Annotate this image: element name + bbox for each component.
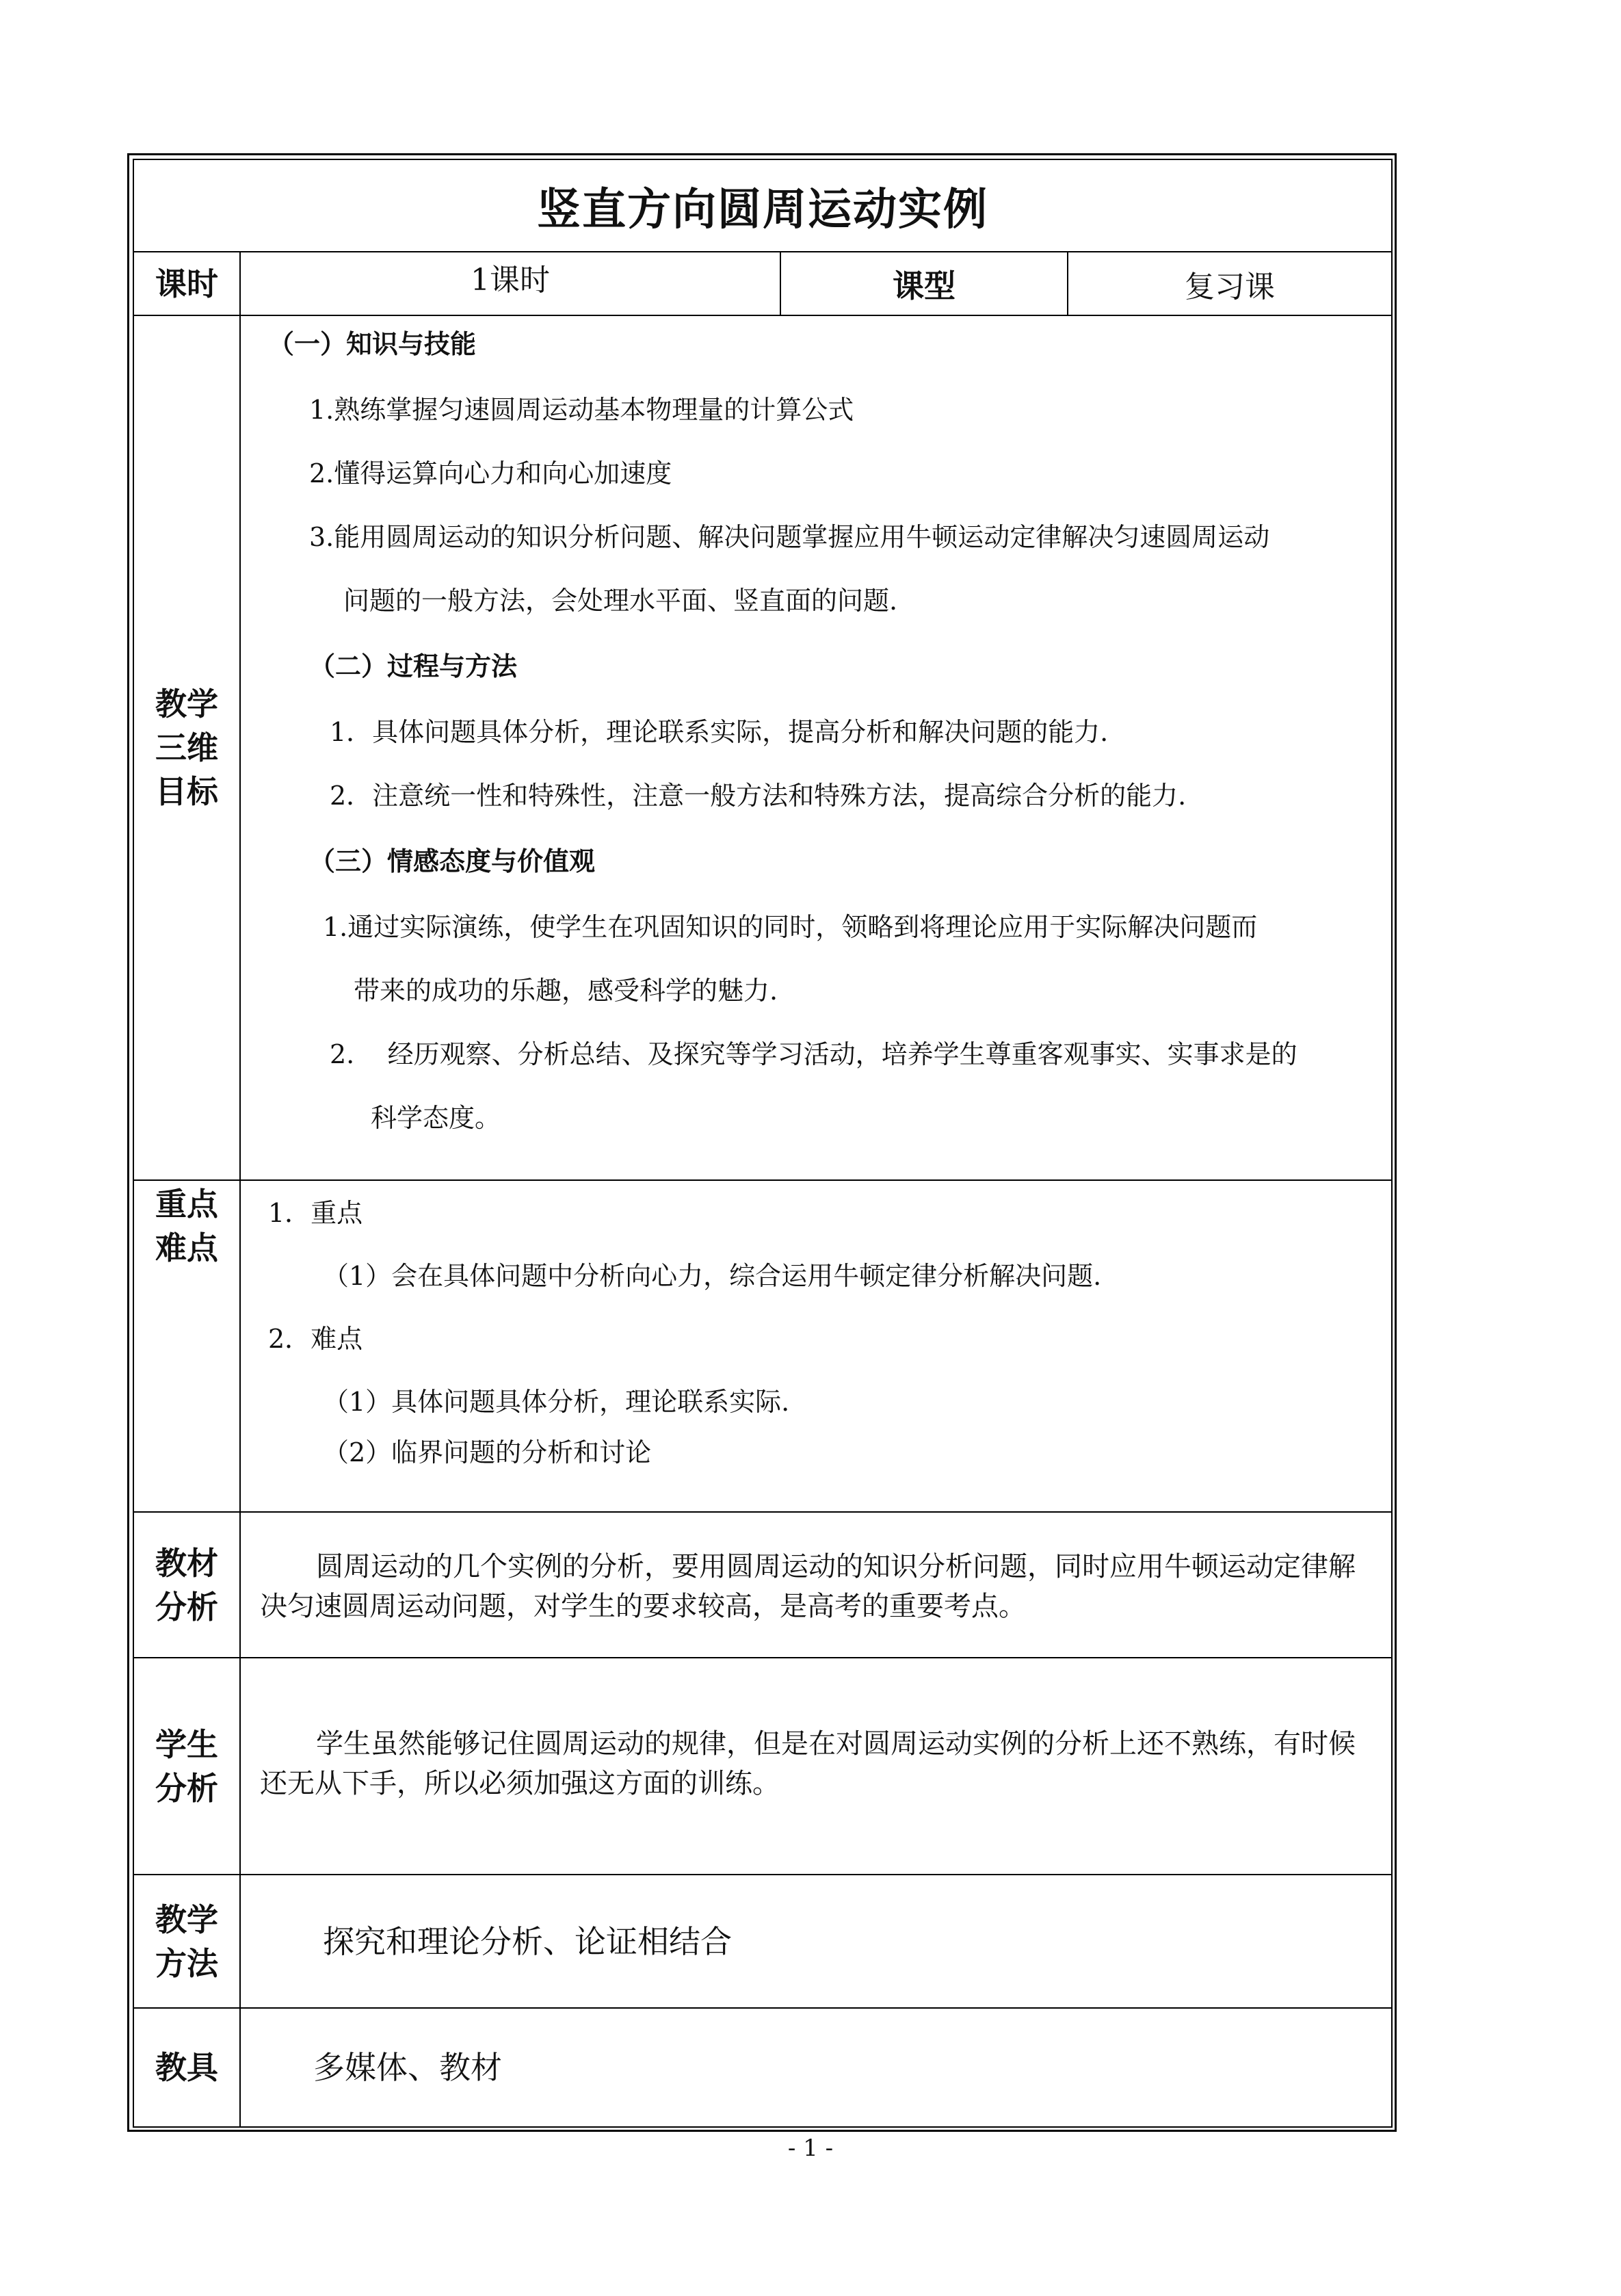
objectives-label xyxy=(133,315,240,1180)
objective-item: 科学态度。 xyxy=(371,1103,501,1133)
material-label xyxy=(133,1512,240,1658)
objective-item: 1.通过实际演练，使学生在巩固知识的同时，领略到将理论应用于实际解决问题而 xyxy=(323,912,1258,942)
student-label-line-2: 分析 xyxy=(155,1769,218,1807)
objective-item: 问题的一般方法，会处理水平面、竖直面的问题. xyxy=(343,586,898,616)
tools-text: 多媒体、教材 xyxy=(240,2008,1392,2127)
objective-item: 3.能用圆周运动的知识分析问题、解决问题掌握应用牛顿运动定律解决匀速圆周运动 xyxy=(309,522,1270,552)
student-row xyxy=(133,1658,1392,1875)
method-label-line-1: 教学 xyxy=(155,1901,218,1938)
objective-item: 带来的成功的乐趣，感受科学的魅力. xyxy=(354,976,778,1006)
keypoints-row xyxy=(133,1180,1392,1512)
lesson-plan-table xyxy=(133,159,1393,2128)
objective-item: 1.熟练掌握匀速圆周运动基本物理量的计算公式 xyxy=(309,395,854,425)
objective-item: 2. 经历观察、分析总结、及探究等学习活动，培养学生尊重客观事实、实事求是的 xyxy=(330,1039,1297,1069)
objectives-content xyxy=(240,315,1392,1180)
material-label-line-2: 分析 xyxy=(155,1588,218,1626)
material-text: 圆周运动的几个实例的分析，要用圆周运动的知识分析问题，同时应用牛顿运动定律解决匀速圆周运动问题，对学生的要求较高，是高考的重要考点。 xyxy=(240,1512,1392,1658)
type-value: 复习课 xyxy=(1068,252,1392,315)
objectives-row xyxy=(133,315,1392,1180)
objectives-heading-process: （二）过程与方法 xyxy=(309,651,518,681)
title-row xyxy=(133,159,1392,252)
objectives-label-line-2: 三维 xyxy=(155,729,218,766)
tools-row xyxy=(133,2008,1392,2127)
keypoints-label-line-1: 重点 xyxy=(155,1186,218,1223)
student-text: 学生虽然能够记住圆周运动的规律，但是在对圆周运动实例的分析上还不熟练，有时候还无从下手，所以必须加强这方面的训练。 xyxy=(240,1658,1392,1875)
keypoint-line: （1）会在具体问题中分析向心力，综合运用牛顿定律分析解决问题. xyxy=(323,1261,1102,1291)
keypoints-content xyxy=(240,1180,1392,1512)
keypoints-label xyxy=(133,1180,240,1512)
method-label-line-2: 方法 xyxy=(155,1944,218,1982)
page-number: - 1 - xyxy=(787,2135,834,2162)
keypoint-line: 1．重点 xyxy=(268,1198,363,1228)
period-label: 课时 xyxy=(133,252,240,315)
student-label xyxy=(133,1658,240,1875)
keypoints-label-line-2: 难点 xyxy=(155,1229,218,1266)
material-label-line-1: 教材 xyxy=(155,1544,218,1582)
type-label: 课型 xyxy=(780,252,1068,315)
method-row xyxy=(133,1875,1392,2008)
objectives-heading-values: （三）情感态度与价值观 xyxy=(309,846,596,876)
objectives-label-line-3: 目标 xyxy=(155,773,218,810)
tools-label: 教具 xyxy=(133,2008,240,2127)
objectives-label-line-1: 教学 xyxy=(155,686,218,722)
page-title: 竖直方向圆周运动实例 xyxy=(133,159,1392,252)
objective-item: 2．注意统一性和特殊性，注意一般方法和特殊方法，提高综合分析的能力. xyxy=(330,781,1187,811)
method-text: 探究和理论分析、论证相结合 xyxy=(240,1875,1392,2008)
student-label-line-1: 学生 xyxy=(155,1725,218,1763)
keypoint-line: （1）具体问题具体分析，理论联系实际. xyxy=(323,1387,790,1417)
meta-row xyxy=(133,252,1392,315)
keypoint-line: 2．难点 xyxy=(268,1324,363,1354)
material-row xyxy=(133,1512,1392,1658)
objectives-heading-knowledge: （一）知识与技能 xyxy=(268,329,477,359)
objective-item: 1．具体问题具体分析，理论联系实际，提高分析和解决问题的能力. xyxy=(330,717,1109,747)
objective-item: 2.懂得运算向心力和向心加速度 xyxy=(309,458,672,488)
keypoint-line: （2）临界问题的分析和讨论 xyxy=(323,1437,652,1467)
method-label xyxy=(133,1875,240,2008)
period-value: 1课时 xyxy=(240,252,780,315)
